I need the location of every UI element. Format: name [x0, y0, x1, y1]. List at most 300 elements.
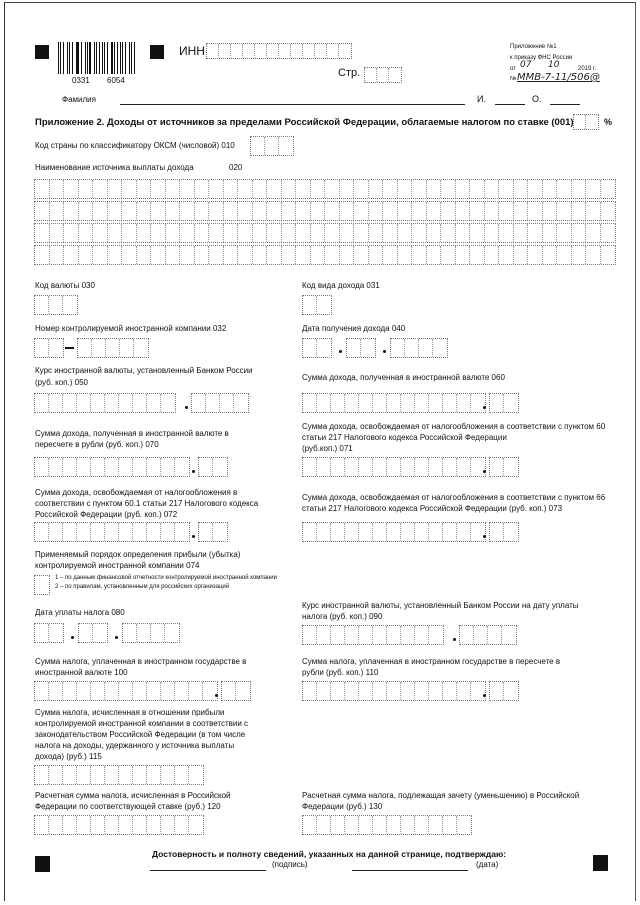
input-cell[interactable] — [243, 44, 255, 58]
input-cell[interactable] — [35, 394, 49, 412]
date-input[interactable] — [352, 870, 468, 871]
input-cell[interactable] — [373, 394, 387, 412]
input-cell[interactable] — [383, 246, 398, 264]
income-date-day-input[interactable] — [302, 338, 332, 358]
tax-credit-input[interactable] — [302, 815, 472, 835]
input-cell[interactable] — [471, 458, 485, 476]
input-cell[interactable] — [79, 180, 94, 198]
input-cell[interactable] — [429, 394, 443, 412]
input-cell[interactable] — [231, 44, 243, 58]
input-cell[interactable] — [354, 180, 369, 198]
input-cell[interactable] — [433, 339, 447, 357]
input-cell[interactable] — [203, 682, 217, 700]
input-cell[interactable] — [49, 394, 63, 412]
input-cell[interactable] — [485, 224, 500, 242]
input-cell[interactable] — [77, 682, 91, 700]
input-cell[interactable] — [93, 224, 108, 242]
input-cell[interactable] — [339, 44, 351, 58]
input-cell[interactable] — [457, 523, 471, 541]
input-cell[interactable] — [303, 296, 317, 314]
input-cell[interactable] — [514, 224, 529, 242]
input-cell[interactable] — [504, 394, 518, 412]
input-cell[interactable] — [586, 180, 601, 198]
input-cell[interactable] — [77, 394, 91, 412]
input-cell[interactable] — [528, 180, 543, 198]
input-cell[interactable] — [317, 523, 331, 541]
input-cell[interactable] — [389, 68, 401, 82]
input-cell[interactable] — [303, 44, 315, 58]
input-cell[interactable] — [137, 224, 152, 242]
input-cell[interactable] — [49, 682, 63, 700]
input-cell[interactable] — [49, 523, 63, 541]
input-cell[interactable] — [108, 224, 123, 242]
input-cell[interactable] — [485, 180, 500, 198]
input-cell[interactable] — [331, 394, 345, 412]
input-cell[interactable] — [340, 180, 355, 198]
input-cell[interactable] — [77, 458, 91, 476]
input-cell[interactable] — [147, 523, 161, 541]
input-cell[interactable] — [180, 202, 195, 220]
input-cell[interactable] — [572, 224, 587, 242]
input-cell[interactable] — [373, 458, 387, 476]
input-cell[interactable] — [253, 224, 268, 242]
input-cell[interactable] — [387, 626, 401, 644]
input-cell[interactable] — [175, 523, 189, 541]
input-cell[interactable] — [471, 394, 485, 412]
input-cell[interactable] — [35, 339, 49, 357]
input-cell[interactable] — [474, 626, 488, 644]
input-cell[interactable] — [354, 202, 369, 220]
input-cell[interactable] — [427, 246, 442, 264]
exchange-rate-kopecks-input[interactable] — [191, 393, 249, 413]
input-cell[interactable] — [429, 682, 443, 700]
input-cell[interactable] — [456, 246, 471, 264]
input-cell[interactable] — [601, 180, 616, 198]
input-cell[interactable] — [108, 202, 123, 220]
input-cell[interactable] — [238, 224, 253, 242]
input-cell[interactable] — [359, 394, 373, 412]
input-cell[interactable] — [401, 523, 415, 541]
input-cell[interactable] — [282, 202, 297, 220]
input-cell[interactable] — [574, 115, 586, 129]
input-cell[interactable] — [490, 523, 504, 541]
tax-payment-date-day-input[interactable] — [34, 623, 64, 643]
input-cell[interactable] — [345, 816, 359, 834]
input-cell[interactable] — [161, 394, 175, 412]
input-cell[interactable] — [137, 246, 152, 264]
input-cell[interactable] — [359, 523, 373, 541]
input-cell[interactable] — [303, 339, 317, 357]
input-cell[interactable] — [456, 202, 471, 220]
input-cell[interactable] — [119, 766, 133, 784]
input-cell[interactable] — [601, 224, 616, 242]
input-cell[interactable] — [419, 339, 433, 357]
input-cell[interactable] — [543, 202, 558, 220]
input-cell[interactable] — [279, 44, 291, 58]
income-type-code-input[interactable] — [302, 295, 332, 315]
input-cell[interactable] — [303, 394, 317, 412]
input-cell[interactable] — [147, 394, 161, 412]
input-cell[interactable] — [460, 626, 474, 644]
input-cell[interactable] — [133, 682, 147, 700]
input-cell[interactable] — [35, 202, 50, 220]
input-cell[interactable] — [303, 682, 317, 700]
foreign-tax-paid-fraction-input[interactable] — [221, 681, 251, 701]
input-cell[interactable] — [63, 816, 77, 834]
income-foreign-currency-input[interactable] — [302, 393, 486, 413]
input-cell[interactable] — [586, 246, 601, 264]
input-cell[interactable] — [253, 246, 268, 264]
exempt-income-p601-kopecks-input[interactable] — [198, 522, 228, 542]
tax-payment-date-month-input[interactable] — [78, 623, 108, 643]
input-cell[interactable] — [133, 816, 147, 834]
input-cell[interactable] — [209, 180, 224, 198]
input-cell[interactable] — [166, 246, 181, 264]
input-cell[interactable] — [543, 246, 558, 264]
input-cell[interactable] — [119, 394, 133, 412]
input-cell[interactable] — [456, 224, 471, 242]
input-cell[interactable] — [457, 394, 471, 412]
input-cell[interactable] — [383, 202, 398, 220]
exchange-rate-rubles-input[interactable] — [34, 393, 176, 413]
input-cell[interactable] — [49, 624, 63, 642]
input-cell[interactable] — [369, 180, 384, 198]
payment-date-rate-rubles-input[interactable] — [302, 625, 444, 645]
input-cell[interactable] — [151, 202, 166, 220]
input-cell[interactable] — [63, 766, 77, 784]
input-cell[interactable] — [441, 246, 456, 264]
input-cell[interactable] — [35, 224, 50, 242]
input-cell[interactable] — [35, 576, 49, 594]
tax-rate-input[interactable] — [573, 114, 599, 130]
input-cell[interactable] — [195, 224, 210, 242]
input-cell[interactable] — [234, 394, 248, 412]
input-cell[interactable] — [331, 458, 345, 476]
input-cell[interactable] — [195, 202, 210, 220]
input-cell[interactable] — [147, 766, 161, 784]
input-cell[interactable] — [147, 458, 161, 476]
input-cell[interactable] — [267, 224, 282, 242]
input-cell[interactable] — [543, 224, 558, 242]
input-cell[interactable] — [485, 202, 500, 220]
input-cell[interactable] — [427, 180, 442, 198]
input-cell[interactable] — [369, 246, 384, 264]
exempt-income-p66-rubles-input[interactable] — [302, 522, 486, 542]
input-cell[interactable] — [267, 180, 282, 198]
input-cell[interactable] — [347, 339, 361, 357]
input-cell[interactable] — [311, 246, 326, 264]
input-cell[interactable] — [137, 180, 152, 198]
payment-date-rate-kopecks-input[interactable] — [459, 625, 517, 645]
input-cell[interactable] — [457, 458, 471, 476]
input-cell[interactable] — [49, 296, 63, 314]
input-cell[interactable] — [253, 202, 268, 220]
input-cell[interactable] — [199, 458, 213, 476]
input-cell[interactable] — [488, 626, 502, 644]
input-cell[interactable] — [373, 816, 387, 834]
input-cell[interactable] — [514, 246, 529, 264]
input-cell[interactable] — [35, 766, 49, 784]
input-cell[interactable] — [91, 458, 105, 476]
input-cell[interactable] — [134, 339, 148, 357]
input-cell[interactable] — [354, 246, 369, 264]
input-cell[interactable] — [325, 246, 340, 264]
input-cell[interactable] — [373, 682, 387, 700]
input-cell[interactable] — [105, 816, 119, 834]
input-cell[interactable] — [122, 202, 137, 220]
input-cell[interactable] — [79, 224, 94, 242]
currency-code-input[interactable] — [34, 295, 78, 315]
input-cell[interactable] — [251, 137, 265, 155]
input-cell[interactable] — [514, 202, 529, 220]
input-cell[interactable] — [222, 682, 236, 700]
input-cell[interactable] — [499, 224, 514, 242]
foreign-tax-rubles-input[interactable] — [302, 681, 486, 701]
input-cell[interactable] — [35, 180, 50, 198]
input-cell[interactable] — [401, 682, 415, 700]
input-cell[interactable] — [471, 682, 485, 700]
input-cell[interactable] — [123, 624, 137, 642]
input-cell[interactable] — [499, 202, 514, 220]
exempt-income-p66-kopecks-input[interactable] — [489, 522, 519, 542]
input-cell[interactable] — [267, 44, 279, 58]
input-cell[interactable] — [180, 224, 195, 242]
input-cell[interactable] — [470, 246, 485, 264]
input-cell[interactable] — [282, 224, 297, 242]
input-cell[interactable] — [207, 44, 219, 58]
input-cell[interactable] — [401, 816, 415, 834]
input-cell[interactable] — [543, 180, 558, 198]
input-cell[interactable] — [345, 682, 359, 700]
input-cell[interactable] — [91, 523, 105, 541]
input-cell[interactable] — [504, 523, 518, 541]
input-cell[interactable] — [91, 816, 105, 834]
input-cell[interactable] — [303, 523, 317, 541]
input-cell[interactable] — [122, 246, 137, 264]
patronymic-initial-input[interactable] — [550, 104, 580, 105]
input-cell[interactable] — [383, 224, 398, 242]
input-cell[interactable] — [387, 458, 401, 476]
input-cell[interactable] — [457, 816, 471, 834]
input-cell[interactable] — [429, 626, 443, 644]
input-cell[interactable] — [456, 180, 471, 198]
income-source-name-row-1[interactable] — [34, 179, 616, 199]
exempt-income-p60-kopecks-input[interactable] — [489, 457, 519, 477]
input-cell[interactable] — [359, 458, 373, 476]
input-cell[interactable] — [325, 180, 340, 198]
input-cell[interactable] — [427, 224, 442, 242]
input-cell[interactable] — [106, 339, 120, 357]
foreign-tax-paid-input[interactable] — [34, 681, 218, 701]
input-cell[interactable] — [35, 682, 49, 700]
input-cell[interactable] — [93, 180, 108, 198]
input-cell[interactable] — [398, 180, 413, 198]
input-cell[interactable] — [64, 246, 79, 264]
input-cell[interactable] — [490, 458, 504, 476]
input-cell[interactable] — [151, 624, 165, 642]
input-cell[interactable] — [265, 137, 279, 155]
input-cell[interactable] — [429, 523, 443, 541]
input-cell[interactable] — [327, 44, 339, 58]
input-cell[interactable] — [91, 682, 105, 700]
input-cell[interactable] — [253, 180, 268, 198]
input-cell[interactable] — [365, 68, 377, 82]
input-cell[interactable] — [383, 180, 398, 198]
input-cell[interactable] — [499, 246, 514, 264]
income-foreign-currency-fraction-input[interactable] — [489, 393, 519, 413]
input-cell[interactable] — [120, 339, 134, 357]
input-cell[interactable] — [224, 246, 239, 264]
input-cell[interactable] — [220, 394, 234, 412]
income-date-month-input[interactable] — [346, 338, 376, 358]
input-cell[interactable] — [77, 766, 91, 784]
input-cell[interactable] — [528, 224, 543, 242]
input-cell[interactable] — [238, 246, 253, 264]
input-cell[interactable] — [315, 44, 327, 58]
input-cell[interactable] — [317, 339, 331, 357]
input-cell[interactable] — [340, 202, 355, 220]
cfc-number-part2-input[interactable] — [77, 338, 149, 358]
input-cell[interactable] — [267, 246, 282, 264]
input-cell[interactable] — [331, 682, 345, 700]
input-cell[interactable] — [133, 394, 147, 412]
input-cell[interactable] — [161, 766, 175, 784]
input-cell[interactable] — [166, 224, 181, 242]
input-cell[interactable] — [151, 246, 166, 264]
input-cell[interactable] — [331, 816, 345, 834]
input-cell[interactable] — [50, 224, 65, 242]
input-cell[interactable] — [601, 246, 616, 264]
input-cell[interactable] — [490, 682, 504, 700]
input-cell[interactable] — [175, 458, 189, 476]
exempt-income-p601-rubles-input[interactable] — [34, 522, 190, 542]
input-cell[interactable] — [443, 816, 457, 834]
input-cell[interactable] — [93, 202, 108, 220]
input-cell[interactable] — [359, 682, 373, 700]
input-cell[interactable] — [50, 202, 65, 220]
input-cell[interactable] — [387, 523, 401, 541]
input-cell[interactable] — [470, 202, 485, 220]
input-cell[interactable] — [340, 224, 355, 242]
input-cell[interactable] — [557, 180, 572, 198]
input-cell[interactable] — [63, 394, 77, 412]
input-cell[interactable] — [470, 224, 485, 242]
input-cell[interactable] — [572, 202, 587, 220]
input-cell[interactable] — [415, 816, 429, 834]
input-cell[interactable] — [147, 682, 161, 700]
input-cell[interactable] — [415, 626, 429, 644]
input-cell[interactable] — [189, 682, 203, 700]
input-cell[interactable] — [359, 626, 373, 644]
input-cell[interactable] — [499, 180, 514, 198]
input-cell[interactable] — [133, 458, 147, 476]
estimated-tax-russia-input[interactable] — [34, 815, 204, 835]
input-cell[interactable] — [189, 816, 203, 834]
input-cell[interactable] — [296, 224, 311, 242]
input-cell[interactable] — [557, 246, 572, 264]
input-cell[interactable] — [586, 202, 601, 220]
input-cell[interactable] — [457, 682, 471, 700]
input-cell[interactable] — [345, 523, 359, 541]
input-cell[interactable] — [35, 624, 49, 642]
input-cell[interactable] — [398, 246, 413, 264]
input-cell[interactable] — [470, 180, 485, 198]
income-source-name-row-2[interactable] — [34, 201, 616, 221]
input-cell[interactable] — [105, 394, 119, 412]
input-cell[interactable] — [151, 224, 166, 242]
input-cell[interactable] — [161, 816, 175, 834]
input-cell[interactable] — [296, 180, 311, 198]
input-cell[interactable] — [137, 624, 151, 642]
input-cell[interactable] — [317, 458, 331, 476]
income-source-name-row-4[interactable] — [34, 245, 616, 265]
input-cell[interactable] — [35, 816, 49, 834]
income-date-year-input[interactable] — [390, 338, 448, 358]
input-cell[interactable] — [325, 202, 340, 220]
country-code-input[interactable] — [250, 136, 294, 156]
input-cell[interactable] — [528, 246, 543, 264]
input-cell[interactable] — [296, 202, 311, 220]
input-cell[interactable] — [49, 816, 63, 834]
input-cell[interactable] — [209, 202, 224, 220]
input-cell[interactable] — [209, 246, 224, 264]
income-source-name-row-3[interactable] — [34, 223, 616, 243]
cfc-number-part1-input[interactable] — [34, 338, 64, 358]
input-cell[interactable] — [35, 246, 50, 264]
input-cell[interactable] — [63, 523, 77, 541]
input-cell[interactable] — [180, 246, 195, 264]
input-cell[interactable] — [93, 246, 108, 264]
input-cell[interactable] — [345, 394, 359, 412]
input-cell[interactable] — [373, 626, 387, 644]
input-cell[interactable] — [92, 339, 106, 357]
input-cell[interactable] — [303, 816, 317, 834]
input-cell[interactable] — [219, 44, 231, 58]
surname-input[interactable] — [120, 104, 465, 105]
input-cell[interactable] — [296, 246, 311, 264]
input-cell[interactable] — [64, 202, 79, 220]
input-cell[interactable] — [369, 224, 384, 242]
input-cell[interactable] — [369, 202, 384, 220]
input-cell[interactable] — [303, 458, 317, 476]
input-cell[interactable] — [180, 180, 195, 198]
input-cell[interactable] — [354, 224, 369, 242]
input-cell[interactable] — [415, 523, 429, 541]
input-cell[interactable] — [401, 626, 415, 644]
input-cell[interactable] — [206, 394, 220, 412]
input-cell[interactable] — [387, 816, 401, 834]
input-cell[interactable] — [238, 180, 253, 198]
input-cell[interactable] — [166, 202, 181, 220]
input-cell[interactable] — [63, 296, 77, 314]
input-cell[interactable] — [267, 202, 282, 220]
input-cell[interactable] — [192, 394, 206, 412]
name-initial-input[interactable] — [495, 104, 525, 105]
input-cell[interactable] — [49, 766, 63, 784]
input-cell[interactable] — [401, 458, 415, 476]
input-cell[interactable] — [373, 523, 387, 541]
input-cell[interactable] — [311, 224, 326, 242]
input-cell[interactable] — [311, 202, 326, 220]
tax-payment-date-year-input[interactable] — [122, 623, 180, 643]
input-cell[interactable] — [213, 523, 227, 541]
input-cell[interactable] — [133, 523, 147, 541]
input-cell[interactable] — [108, 246, 123, 264]
input-cell[interactable] — [427, 202, 442, 220]
input-cell[interactable] — [601, 202, 616, 220]
input-cell[interactable] — [49, 339, 63, 357]
input-cell[interactable] — [122, 224, 137, 242]
